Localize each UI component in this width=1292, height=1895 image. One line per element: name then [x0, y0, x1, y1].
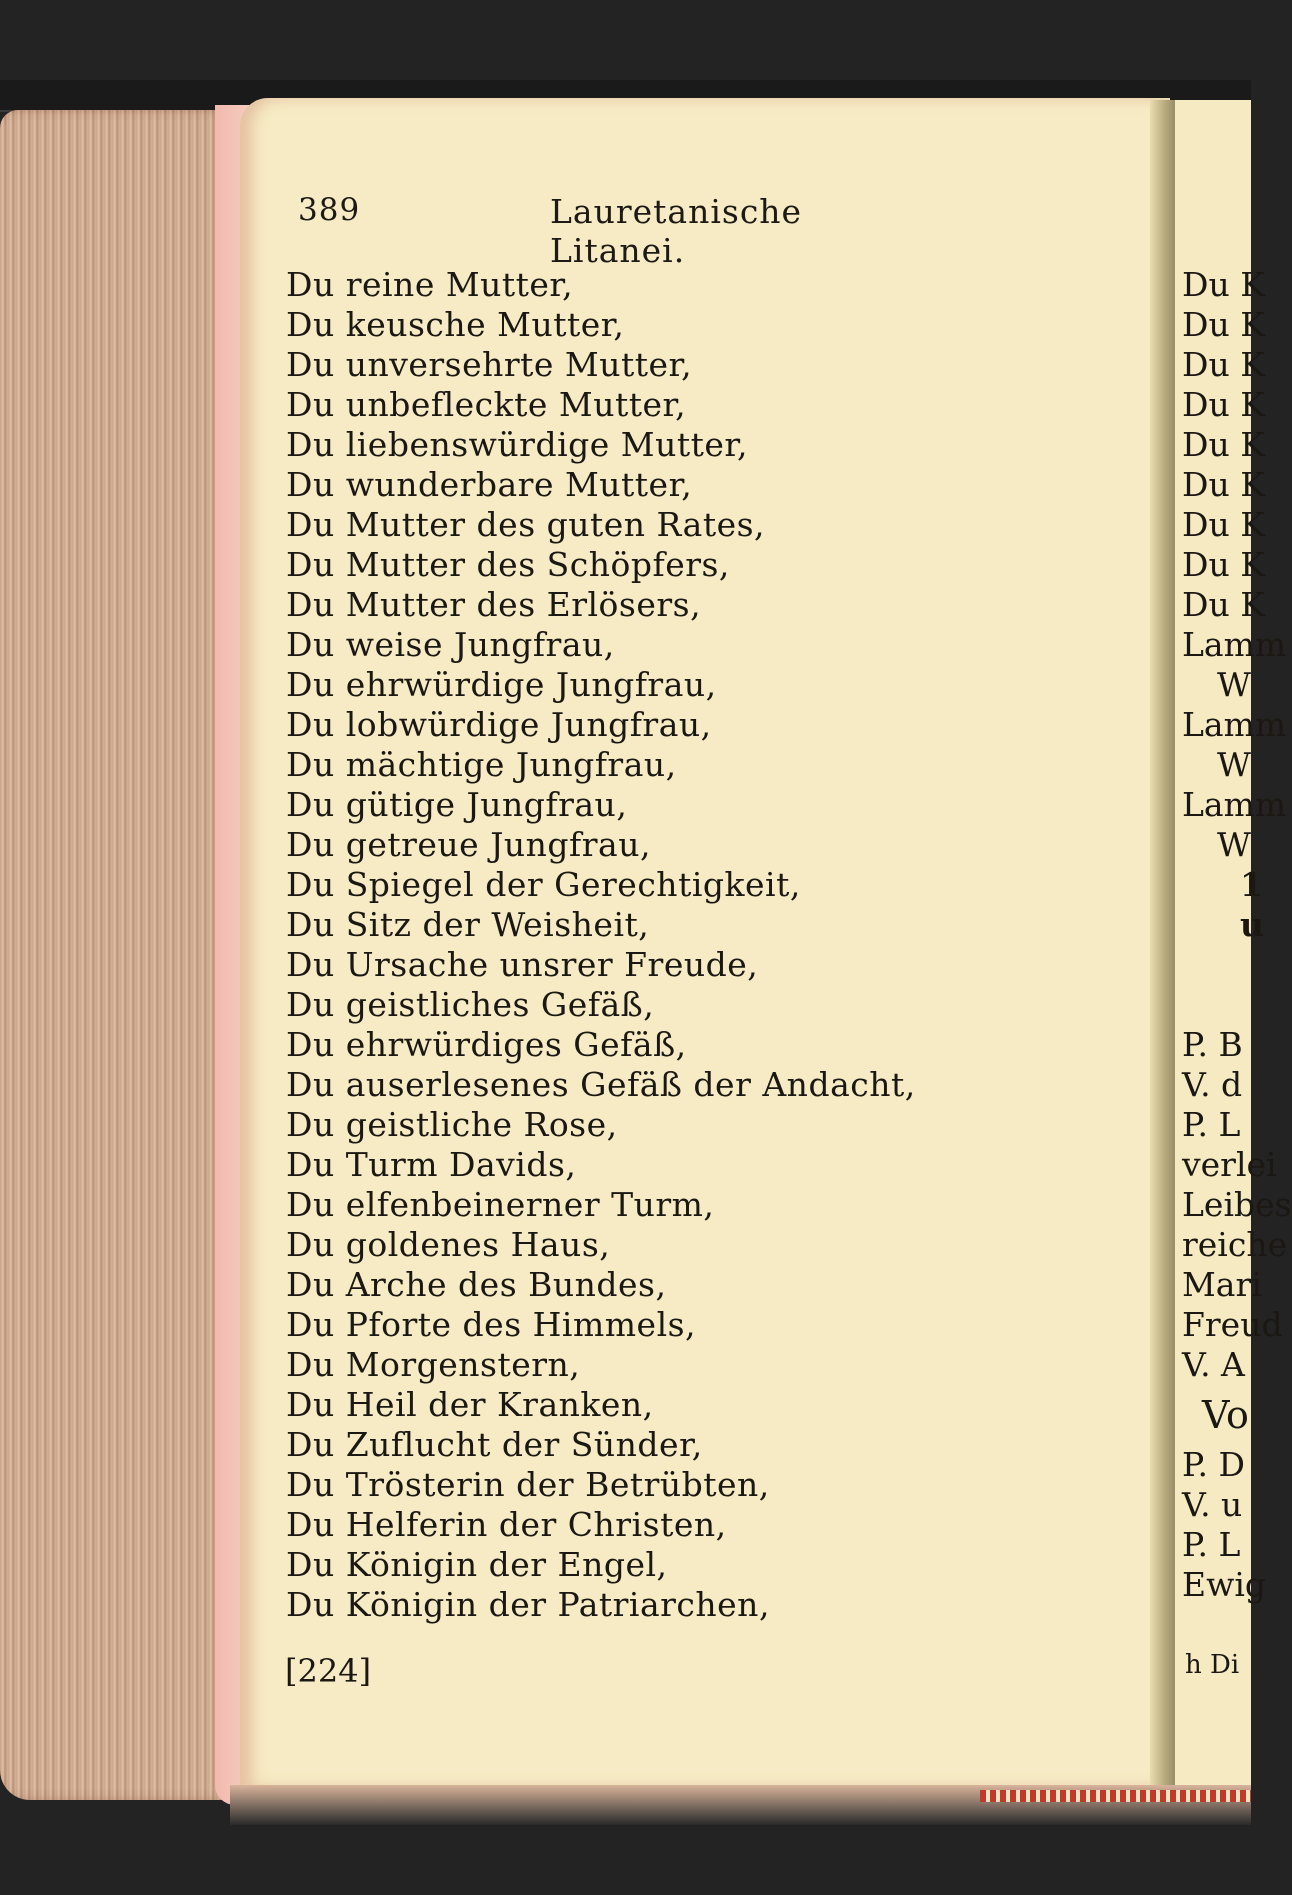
next-page-line: Du K: [1182, 545, 1265, 584]
show-through-text: [1020, 200, 1150, 1640]
next-page-line: Du K: [1182, 425, 1265, 464]
litany-line: Du Pforte des Himmels,: [286, 1305, 697, 1344]
next-page-spacer: [1182, 945, 1251, 985]
litany-line: Du wunderbare Mutter,: [286, 465, 693, 504]
litany-line: Du lobwürdige Jungfrau,: [286, 705, 712, 744]
next-page-footer: h Di: [1185, 1650, 1240, 1680]
next-page-prayer-line: P. L: [1182, 1105, 1241, 1144]
next-page-line: Du K: [1182, 585, 1265, 624]
running-title: Lauretanische Litanei.: [550, 192, 803, 270]
page-number: 389: [298, 192, 361, 228]
next-page-line: Lamm: [1182, 785, 1287, 824]
litany-line: Du getreue Jungfrau,: [286, 825, 651, 864]
litany-line: Du elfenbeinerner Turm,: [286, 1185, 715, 1224]
litany-line: Du Helferin der Christen,: [286, 1505, 727, 1544]
litany-line: Du Trösterin der Betrübten,: [286, 1465, 770, 1504]
litany-line: Du ehrwürdiges Gefäß,: [286, 1025, 687, 1064]
next-page-line: Du K: [1182, 345, 1265, 384]
next-page-prayer-line: Mari: [1182, 1265, 1262, 1304]
next-page-line: Du K: [1182, 505, 1265, 544]
litany-line: Du Königin der Patriarchen,: [286, 1585, 770, 1624]
next-page-line: W: [1217, 665, 1251, 704]
next-page-heading: Vo: [1202, 1393, 1249, 1437]
bookmark-ribbon: [980, 1790, 1251, 1802]
litany-line: Du Turm Davids,: [286, 1145, 577, 1184]
litany-line: Du Arche des Bundes,: [286, 1265, 667, 1304]
litany-line: Du Sitz der Weisheit,: [286, 905, 650, 944]
next-page-line: Du K: [1182, 265, 1265, 304]
litany-line: Du unversehrte Mutter,: [286, 345, 693, 384]
litany-line: Du Mutter des guten Rates,: [286, 505, 766, 544]
litany-line: Du liebenswürdige Mutter,: [286, 425, 749, 464]
litany-lines: [286, 265, 986, 1625]
litany-line: Du auserlesenes Gefäß der Andacht,: [286, 1065, 916, 1104]
litany-line: Du reine Mutter,: [286, 265, 574, 304]
litany-line: Du Zuflucht der Sünder,: [286, 1425, 703, 1464]
next-page-line: Du K: [1182, 305, 1265, 344]
next-page-line: Du K: [1182, 465, 1265, 504]
page-header: [298, 192, 898, 270]
next-page-line: Lamm: [1182, 705, 1287, 744]
litany-line: Du Mutter des Schöpfers,: [286, 545, 730, 584]
litany-line: Du ehrwürdige Jungfrau,: [286, 665, 717, 704]
next-page-line: W: [1217, 825, 1251, 864]
litany-line: Du Mutter des Erlösers,: [286, 585, 702, 624]
next-page-end-line: V. u: [1182, 1485, 1243, 1524]
next-page-prayer-line: V. A: [1182, 1345, 1245, 1384]
next-page-prayer-line: Freud: [1182, 1305, 1283, 1344]
next-page-prayer-line: P. B: [1182, 1025, 1243, 1064]
litany-line: Du goldenes Haus,: [286, 1225, 611, 1264]
next-page-prayer-line: Leibes: [1182, 1185, 1292, 1224]
next-page-prayer-line: verlei: [1182, 1145, 1277, 1184]
litany-line: Du Königin der Engel,: [286, 1545, 668, 1584]
page-signature: [224]: [285, 1652, 372, 1690]
litany-line: Du gütige Jungfrau,: [286, 785, 628, 824]
next-page-end-line: P. D: [1182, 1445, 1245, 1484]
next-page-line: W: [1217, 745, 1251, 784]
litany-line: Du geistliches Gefäß,: [286, 985, 655, 1024]
next-page-section-mark: 1: [1240, 865, 1263, 904]
litany-line: Du mächtige Jungfrau,: [286, 745, 677, 784]
litany-line: Du keusche Mutter,: [286, 305, 625, 344]
litany-line: Du Ursache unsrer Freude,: [286, 945, 759, 984]
litany-line: Du unbefleckte Mutter,: [286, 385, 687, 424]
next-page-line: Lamm: [1182, 625, 1287, 664]
next-page-spacer: [1182, 985, 1251, 1025]
next-page-lines: [1182, 265, 1292, 1605]
next-page-section-mark: u: [1240, 905, 1264, 944]
next-page-end-line: P. L: [1182, 1525, 1241, 1564]
next-page-line: Du K: [1182, 385, 1265, 424]
next-page-end-line: Ewig: [1182, 1565, 1267, 1604]
litany-line: Du Heil der Kranken,: [286, 1385, 654, 1424]
litany-line: Du Spiegel der Gerechtigkeit,: [286, 865, 801, 904]
litany-line: Du weise Jungfrau,: [286, 625, 615, 664]
litany-line: Du Morgenstern,: [286, 1345, 581, 1384]
next-page-prayer-line: V. d: [1182, 1065, 1243, 1104]
next-page-prayer-line: reiche: [1182, 1225, 1288, 1264]
litany-line: Du geistliche Rose,: [286, 1105, 618, 1144]
